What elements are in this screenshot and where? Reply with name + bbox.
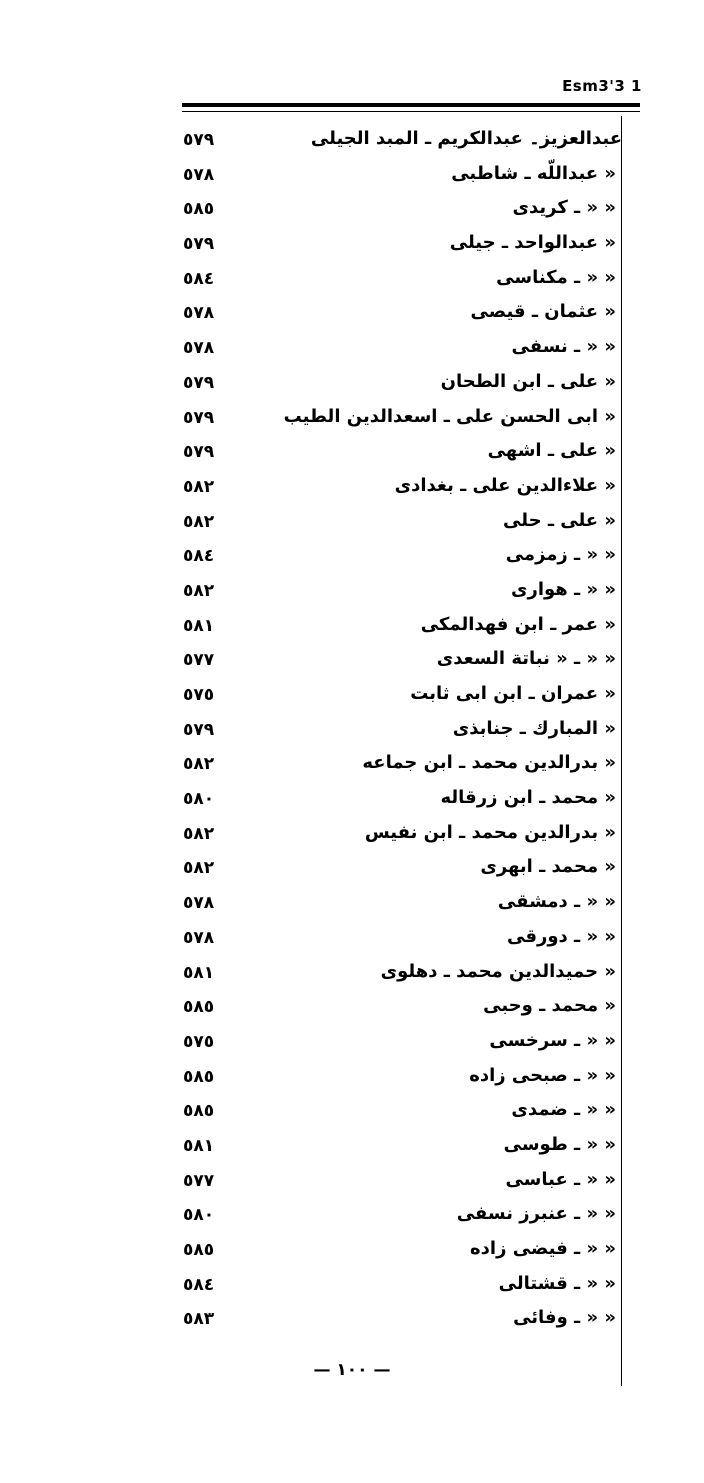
- index-entry: [0, 959, 704, 994]
- entry-page-number: ٥٨٢: [183, 580, 215, 601]
- entry-page-number: ٥٨٢: [183, 858, 215, 879]
- entry-name: « عمران ـ ابن ابى ثابت: [410, 683, 616, 704]
- index-entry: [0, 1132, 704, 1167]
- entry-name: « « ـ صبحى زاده: [469, 1064, 616, 1086]
- entry-name: « « ـ ضمدى: [511, 1099, 616, 1121]
- index-entry: [0, 1167, 704, 1202]
- entry-name: « « ـ وفائى: [513, 1307, 616, 1329]
- index-entry: [0, 924, 704, 959]
- entry-name: « « ـ زمزمى: [505, 544, 616, 566]
- entry-page-number: ٥٧٨: [183, 927, 215, 948]
- index-entry: [0, 612, 704, 647]
- entry-page-number: ٥٧٧: [183, 650, 215, 671]
- index-entry: [0, 126, 704, 161]
- entry-name: « « ـ دورقى: [507, 925, 616, 947]
- index-entry: [0, 230, 704, 265]
- index-entry: [0, 681, 704, 716]
- entry-name: « « ـ هوارى: [510, 578, 616, 600]
- entry-name: « عثمان ـ قيصى: [470, 301, 616, 323]
- entry-name: « « ـ نسفى: [511, 336, 616, 358]
- entry-name: « عبداللّه ـ شاطبى: [451, 162, 616, 184]
- entry-page-number: ٥٨٢: [183, 823, 215, 844]
- entry-page-number: ٥٨٥: [183, 1101, 215, 1122]
- index-entry: [0, 161, 704, 196]
- index-entry: [0, 750, 704, 785]
- entry-name: « المبارك ـ جنابذى: [452, 717, 616, 739]
- entry-page-number: ٥٨٤: [183, 546, 215, 567]
- entry-name: « « ـ طوسى: [503, 1133, 616, 1155]
- entry-name: « عبدالواحد ـ جيلى: [449, 232, 616, 254]
- entry-name: « « ـ سرخسى: [489, 1029, 616, 1051]
- index-entry: [0, 854, 704, 889]
- entry-name: « علاءالدين على ـ بغدادى: [394, 474, 616, 496]
- entry-page-number: ٥٨٤: [183, 268, 215, 289]
- entry-name: « « ـ قشتالى: [498, 1272, 616, 1294]
- index-entry: [0, 1063, 704, 1098]
- index-entry: [0, 716, 704, 751]
- entry-page-number: ٥٧٩: [183, 719, 215, 740]
- entry-page-number: ٥٨٣: [183, 1309, 215, 1330]
- entry-name: « محمد ـ ابهرى: [480, 856, 616, 878]
- index-entry: [0, 577, 704, 612]
- index-entry: [0, 299, 704, 334]
- entry-name: « « ـ دمشقى: [497, 891, 616, 913]
- entry-page-number: ٥٧٩: [183, 130, 215, 150]
- entry-name: « على ـ حلى: [503, 509, 616, 531]
- index-entry: [0, 1201, 704, 1236]
- entry-page-number: ٥٧٥: [183, 1031, 215, 1052]
- entry-page-number: ٥٨٥: [183, 997, 215, 1018]
- entry-page-number: ٥٨٤: [183, 1274, 215, 1295]
- entry-page-number: ٥٨١: [183, 615, 215, 636]
- entry-page-number: ٥٨٠: [183, 789, 215, 810]
- entry-page-number: ٥٧٧: [183, 1170, 215, 1191]
- index-entry-list: [0, 126, 704, 1340]
- entry-name: « « ـ « نباتة السعدى: [436, 648, 616, 670]
- entry-page-number: ٥٧٨: [183, 303, 215, 324]
- entry-name: « على ـ ابن الطحان: [440, 370, 616, 392]
- index-entry: [0, 195, 704, 230]
- entry-page-number: ٥٧٨: [183, 893, 215, 914]
- entry-name: « « ـ مكناسى: [496, 266, 616, 288]
- entry-name: « على ـ اشهى: [487, 440, 616, 462]
- entry-page-number: ٥٨٥: [183, 199, 215, 220]
- entry-name: « ابى الحسن على ـ اسعدالدين الطيب: [283, 405, 616, 427]
- entry-page-number: ٥٨٢: [183, 476, 215, 497]
- entry-name: « « ـ عباسى: [505, 1168, 616, 1190]
- index-entry: [0, 1305, 704, 1340]
- entry-name: « بدرالدين محمد ـ ابن جماعه: [362, 752, 616, 774]
- index-entry: [0, 993, 704, 1028]
- header-code: Esm3'3 1: [562, 77, 642, 95]
- entry-page-number: ٥٧٩: [183, 234, 215, 255]
- index-entry: [0, 646, 704, 681]
- header-rule-thick: [182, 103, 640, 107]
- index-entry: [0, 820, 704, 855]
- entry-name: « عمر ـ ابن فهدالمكى: [420, 613, 616, 635]
- index-entry: [0, 889, 704, 924]
- entry-page-number: ٥٧٩: [183, 407, 215, 428]
- index-entry: [0, 542, 704, 577]
- index-entry: [0, 334, 704, 369]
- entry-name: « محمد ـ ابن زرقاله: [440, 787, 616, 809]
- entry-name: عبدالعزيز۔ عبدالكريم ـ المبد الجيلى: [310, 128, 622, 149]
- entry-page-number: ٥٨٠: [183, 1205, 215, 1226]
- index-entry: [0, 438, 704, 473]
- entry-page-number: ٥٧٨: [183, 164, 215, 185]
- entry-page-number: ٥٧٨: [183, 338, 215, 359]
- entry-name: « « ـ عنبرز نسفى: [456, 1203, 616, 1225]
- entry-page-number: ٥٨١: [183, 962, 215, 983]
- entry-page-number: ٥٧٥: [183, 685, 215, 705]
- index-entry: [0, 785, 704, 820]
- entry-page-number: ٥٨١: [183, 1135, 215, 1156]
- entry-page-number: ٥٨٥: [183, 1240, 215, 1260]
- entry-name: « « ـ كريدى: [512, 197, 616, 219]
- entry-page-number: ٥٨٢: [183, 754, 215, 775]
- entry-page-number: ٥٧٩: [183, 442, 215, 463]
- footer-page-number: — ١٠٠ —: [313, 1360, 391, 1380]
- entry-page-number: ٥٨٢: [183, 511, 215, 532]
- header-rule-thin: [182, 111, 640, 112]
- entry-page-number: ٥٧٩: [183, 372, 215, 393]
- entry-name: « محمد ـ وحبى: [483, 995, 616, 1017]
- entry-name: « بدرالدين محمد ـ ابن نفيس: [364, 821, 616, 843]
- index-entry: [0, 1236, 704, 1271]
- index-entry: [0, 1097, 704, 1132]
- index-entry: [0, 404, 704, 439]
- index-entry: [0, 1028, 704, 1063]
- index-entry: [0, 369, 704, 404]
- entry-name: « « ـ فيضى زاده: [470, 1238, 616, 1259]
- index-entry: [0, 1271, 704, 1306]
- entry-name: « حميدالدين محمد ـ دهلوى: [380, 960, 616, 982]
- index-entry: [0, 473, 704, 508]
- index-entry: [0, 265, 704, 300]
- entry-page-number: ٥٨٥: [183, 1066, 215, 1087]
- index-entry: [0, 508, 704, 543]
